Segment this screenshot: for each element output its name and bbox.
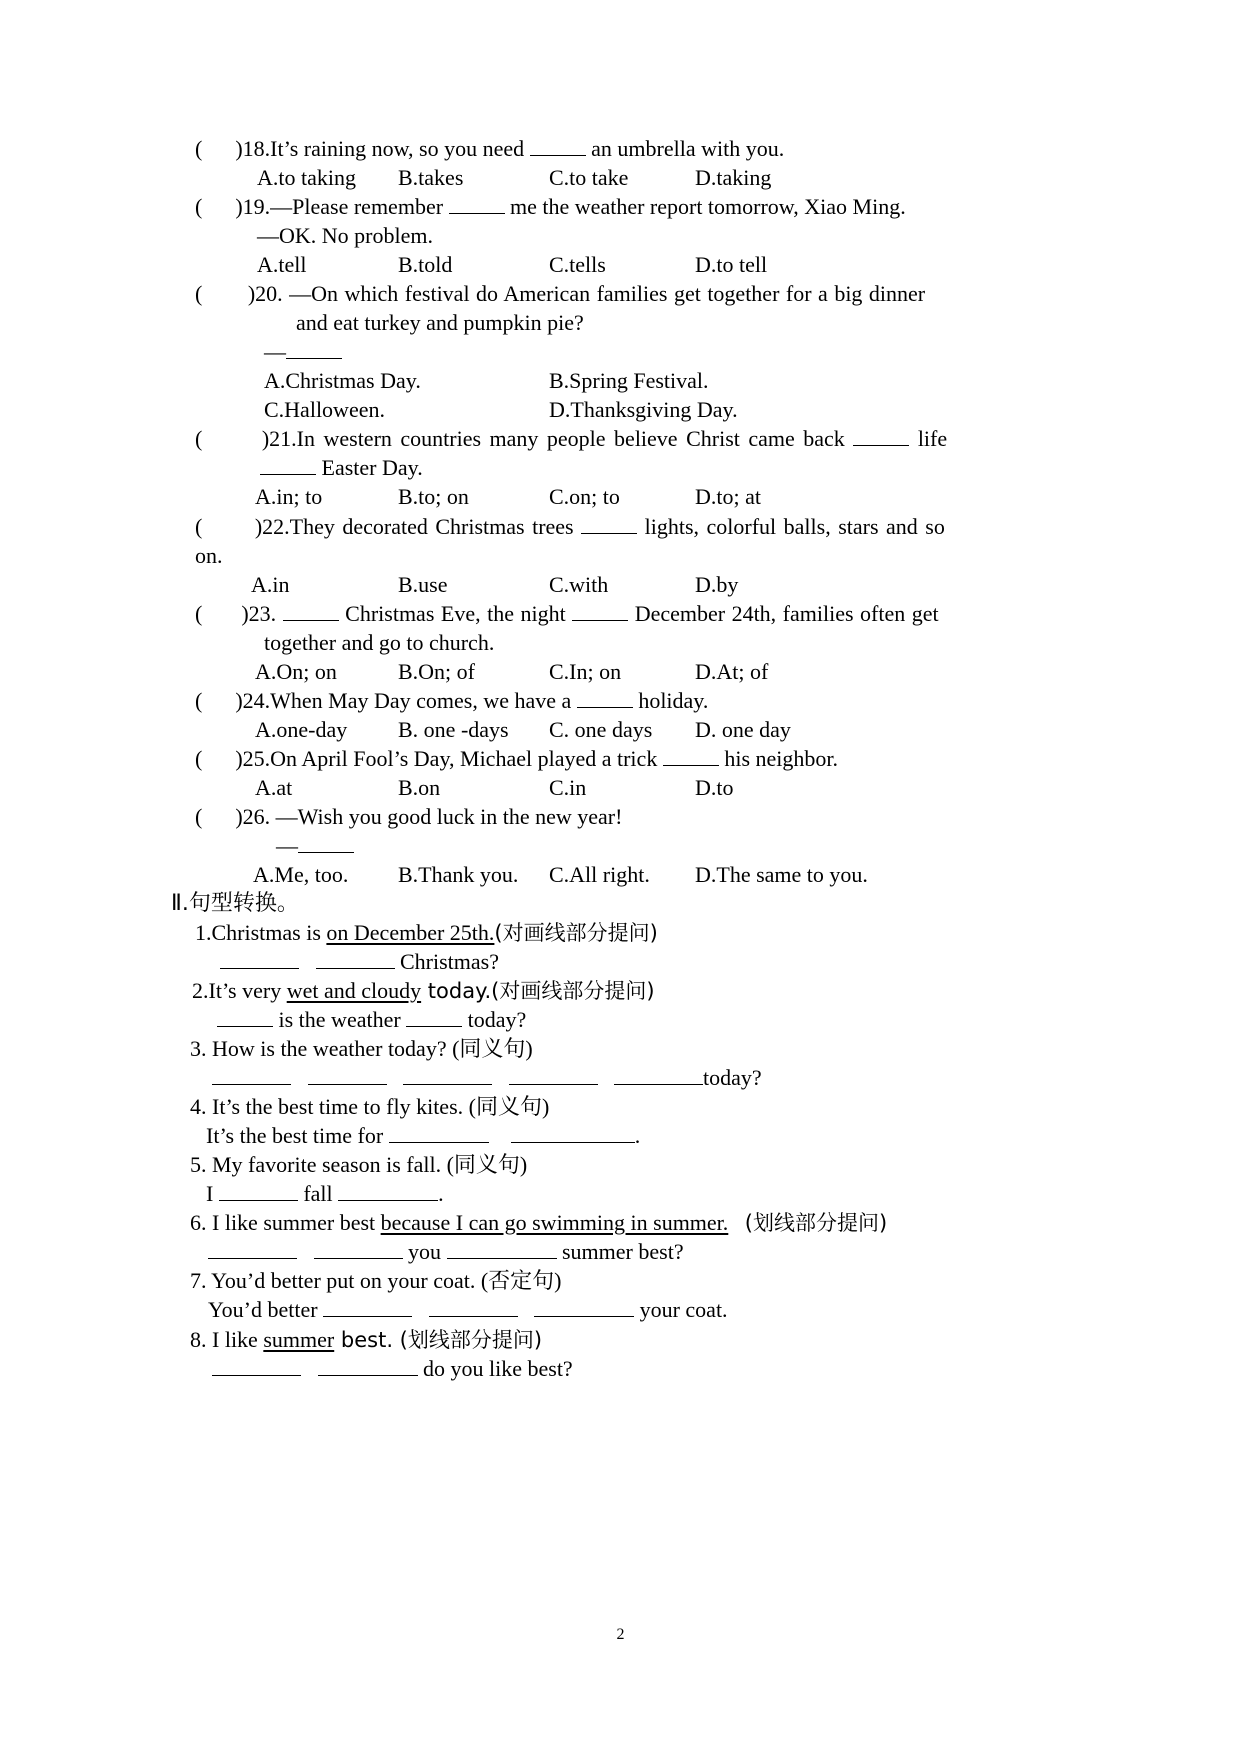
q21-option-a[interactable]: A.in; to xyxy=(255,484,323,509)
underlined-part: because I can go swimming in summer. xyxy=(380,1210,729,1235)
question-19: ( )19.—Please remember me the weather report tomorrow, Xiao Ming. xyxy=(195,194,906,219)
q20-option-a[interactable]: A.Christmas Day. xyxy=(264,368,421,393)
answer-blank[interactable] xyxy=(577,689,633,708)
q20-option-d[interactable]: D.Thanksgiving Day. xyxy=(549,397,738,422)
answer-blank[interactable] xyxy=(449,195,505,214)
transform-8: 8. I like summer best. (划线部分提问) xyxy=(190,1327,543,1352)
answer-blank[interactable] xyxy=(447,1240,557,1259)
q23-option-d[interactable]: D.At; of xyxy=(695,659,769,684)
q25-option-a[interactable]: A.at xyxy=(255,775,293,800)
answer-blank[interactable] xyxy=(260,456,316,475)
q20-stem-line2: and eat turkey and pumpkin pie? xyxy=(296,310,584,335)
answer-blank[interactable] xyxy=(220,950,299,969)
q26-option-d[interactable]: D.The same to you. xyxy=(695,862,868,887)
answer-blank[interactable] xyxy=(429,1298,518,1317)
answer-blank[interactable] xyxy=(217,1008,273,1027)
transform-7-answer: You’d better your coat. xyxy=(208,1297,728,1322)
transform-1-answer: Christmas? xyxy=(220,947,499,977)
transform-2-answer: is the weather today? xyxy=(217,1005,526,1035)
q18-option-a[interactable]: A.to taking xyxy=(257,165,356,190)
answer-blank[interactable] xyxy=(663,747,719,766)
answer-blank[interactable] xyxy=(208,1240,297,1259)
question-24: ( )24.When May Day comes, we have a holiday. xyxy=(195,688,709,713)
transform-3-answer: today? xyxy=(212,1063,762,1093)
q26-option-c[interactable]: C.All right. xyxy=(549,862,650,887)
answer-blank[interactable] xyxy=(509,1066,598,1085)
answer-blank[interactable] xyxy=(318,1357,418,1376)
transform-2: 2.It’s very wet and cloudy today.(对画线部分提问) xyxy=(192,978,655,1003)
question-23: ( )23. Christmas Eve, the night December 24th, families often get xyxy=(195,601,939,626)
q23-stem-line2: together and go to church. xyxy=(264,630,495,655)
answer-blank[interactable] xyxy=(853,427,909,446)
answer-blank[interactable] xyxy=(403,1066,492,1085)
q21-option-d[interactable]: D.to; at xyxy=(695,484,761,509)
q18-option-d[interactable]: D.taking xyxy=(695,165,772,190)
q19-option-b[interactable]: B.told xyxy=(398,252,453,277)
q20-option-b[interactable]: B.Spring Festival. xyxy=(549,368,709,393)
q25-option-d[interactable]: D.to xyxy=(695,775,734,800)
transform-4: 4. It’s the best time to fly kites. (同义句) xyxy=(190,1094,550,1119)
q21-option-b[interactable]: B.to; on xyxy=(398,484,469,509)
q24-option-c[interactable]: C. one days xyxy=(549,717,653,742)
q20-reply: — xyxy=(264,337,342,367)
answer-blank[interactable] xyxy=(298,834,354,853)
underlined-part: wet and cloudy xyxy=(286,978,422,1003)
q22-option-d[interactable]: D.by xyxy=(695,572,739,597)
answer-blank[interactable] xyxy=(286,340,342,359)
answer-blank[interactable] xyxy=(338,1182,438,1201)
q23-option-a[interactable]: A.On; on xyxy=(255,659,337,684)
question-21: ( )21.In western countries many people believe Christ came back life xyxy=(195,426,948,451)
question-22: ( )22.They decorated Christmas trees lights, colorful balls, stars and so xyxy=(195,514,945,539)
answer-blank[interactable] xyxy=(572,602,628,621)
answer-blank[interactable] xyxy=(212,1357,301,1376)
q24-option-b[interactable]: B. one -days xyxy=(398,717,509,742)
transform-7: 7. You’d better put on your coat. (否定句) xyxy=(190,1268,562,1293)
q25-option-c[interactable]: C.in xyxy=(549,775,587,800)
q19-reply: —OK. No problem. xyxy=(257,223,433,248)
answer-blank[interactable] xyxy=(323,1298,412,1317)
transform-5: 5. My favorite season is fall. (同义句) xyxy=(190,1152,528,1177)
question-25: ( )25.On April Fool’s Day, Michael played a trick his neighbor. xyxy=(195,746,838,771)
q21-stem-line2: Easter Day. xyxy=(260,453,423,483)
q22-option-c[interactable]: C.with xyxy=(549,572,609,597)
q19-option-a[interactable]: A.tell xyxy=(257,252,307,277)
q26-option-a[interactable]: A.Me, too. xyxy=(253,862,349,887)
underlined-part: summer xyxy=(263,1327,335,1352)
section-heading: Ⅱ.句型转换。 xyxy=(171,891,299,916)
answer-blank[interactable] xyxy=(530,137,586,156)
q22-option-a[interactable]: A.in xyxy=(251,572,290,597)
answer-blank[interactable] xyxy=(534,1298,634,1317)
underlined-part: on December 25th. xyxy=(326,920,495,945)
transform-6-answer: you summer best? xyxy=(208,1237,684,1267)
answer-blank[interactable] xyxy=(614,1066,703,1085)
answer-blank[interactable] xyxy=(308,1066,387,1085)
answer-paren: ( xyxy=(195,136,203,161)
q26-reply: — xyxy=(276,831,354,861)
q18-option-b[interactable]: B.takes xyxy=(398,165,464,190)
q22-option-b[interactable]: B.use xyxy=(398,572,448,597)
q22-stem-line2: on. xyxy=(195,543,223,568)
q24-option-d[interactable]: D. one day xyxy=(695,717,791,742)
page-number: 2 xyxy=(616,1626,625,1643)
answer-blank[interactable] xyxy=(389,1124,489,1143)
question-18: ( )18.It’s raining now, so you need an umbrella with you. xyxy=(195,136,785,161)
answer-blank[interactable] xyxy=(406,1008,462,1027)
q21-option-c[interactable]: C.on; to xyxy=(549,484,620,509)
answer-blank[interactable] xyxy=(219,1182,298,1201)
question-20: ( )20. —On which festival do American families get together for a big dinner xyxy=(195,281,926,306)
q18-option-c[interactable]: C.to take xyxy=(549,165,629,190)
answer-blank[interactable] xyxy=(316,950,395,969)
q26-option-b[interactable]: B.Thank you. xyxy=(398,862,519,887)
transform-6: 6. I like summer best because I can go swimming in summer. (划线部分提问) xyxy=(190,1210,888,1235)
answer-blank[interactable] xyxy=(511,1124,635,1143)
q19-option-c[interactable]: C.tells xyxy=(549,252,606,277)
q19-option-d[interactable]: D.to tell xyxy=(695,252,768,277)
question-26: ( )26. —Wish you good luck in the new year! xyxy=(195,804,623,829)
answer-blank[interactable] xyxy=(212,1066,291,1085)
answer-blank[interactable] xyxy=(314,1240,403,1259)
transform-1: 1.Christmas is on December 25th.(对画线部分提问) xyxy=(195,920,658,945)
transform-3: 3. How is the weather today? (同义句) xyxy=(190,1036,533,1061)
transform-4-answer: It’s the best time for . xyxy=(206,1123,641,1148)
q20-option-c[interactable]: C.Halloween. xyxy=(264,397,385,422)
transform-5-answer: I fall . xyxy=(206,1181,444,1206)
q24-option-a[interactable]: A.one-day xyxy=(255,717,348,742)
q25-option-b[interactable]: B.on xyxy=(398,775,441,800)
answer-blank[interactable] xyxy=(283,602,339,621)
transform-8-answer: do you like best? xyxy=(212,1354,573,1384)
q23-option-b[interactable]: B.On; of xyxy=(398,659,475,684)
q23-option-c[interactable]: C.In; on xyxy=(549,659,622,684)
answer-blank[interactable] xyxy=(581,515,637,534)
